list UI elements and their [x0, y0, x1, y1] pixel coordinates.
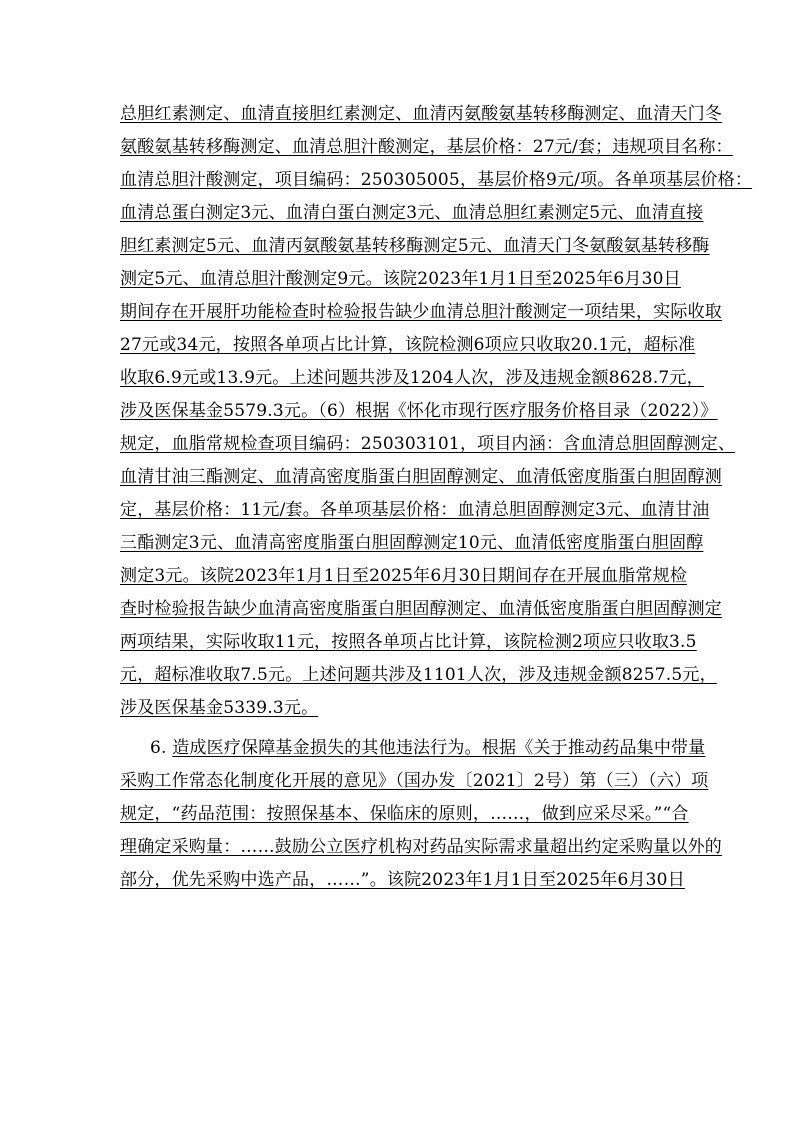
text-line-10: 涉及医保基金5579.3元。（6）根据《怀化市现行医疗服务价格目录（2022）》: [120, 401, 718, 421]
text-line-13: 定，基层价格：11元/套。各单项基层价格：血清总胆固醇测定3元、血清甘油: [120, 500, 710, 520]
paragraph-number: 6.: [150, 738, 173, 758]
text-line-19: 涉及医保基金5339.3元。: [120, 698, 319, 718]
text-line-15: 测定3元。该院2023年1月1日至2025年6月30日期间存在开展血脂常规检: [120, 566, 688, 586]
text-line-7: 期间存在开展肝功能检查时检验报告缺少血清总胆汁酸测定一项结果，实际收取: [120, 302, 722, 322]
text-line-11: 规定，血脂常规检查项目编码：250303101，项目内涵：含血清总胆固醇测定、: [120, 434, 736, 454]
text-line-4: 血清总蛋白测定3元、血清白蛋白测定3元、血清总胆红素测定5元、血清直接: [120, 203, 704, 223]
text-line-16: 查时检验报告缺少血清高密度脂蛋白胆固醇测定、血清低密度脂蛋白胆固醇测定: [120, 599, 722, 619]
text-line-3: 血清总胆汁酸测定，项目编码：250305005，基层价格9元/项。各单项基层价格：: [120, 170, 753, 190]
paragraph-6-line-2: 采购工作常态化制度化开展的意见》（国办发〔2021〕2号）第（三）（六）项: [120, 771, 709, 791]
text-line-14: 三酯测定3元、血清高密度脂蛋白胆固醇测定10元、血清低密度脂蛋白胆固醇: [120, 533, 704, 553]
paragraph-6-line-1: 造成医疗保障基金损失的其他违法行为。根据《关于推动药品集中带量: [172, 738, 706, 758]
paragraph-6-line-3: 规定，“药品范围：按照保基本、保临床的原则，……，做到应采尽采。”“合: [120, 804, 689, 824]
text-line-17: 两项结果，实际收取11元，按照各单项占比计算，该院检测2项应只收取3.5: [120, 632, 697, 652]
text-line-5: 胆红素测定5元、血清丙氨酸氨基转移酶测定5元、血清天门冬氨酸氨基转移酶: [120, 236, 710, 256]
paragraph-6-first-line: [150, 737, 706, 759]
paragraph-6-line-5: 部分，优先采购中选产品，……”。该院2023年1月1日至2025年6月30日: [120, 870, 685, 890]
text-line-18: 元，超标准收取7.5元。上述问题共涉及1101人次，涉及违规金额8257.5元，: [120, 665, 717, 685]
paragraph-6-line-4: 理确定采购量：……鼓励公立医疗机构对药品实际需求量超出约定采购量以外的: [120, 837, 722, 857]
text-line-6: 测定5元、血清总胆汁酸测定9元。该院2023年1月1日至2025年6月30日: [120, 269, 681, 289]
text-line-2: 氨酸氨基转移酶测定、血清总胆汁酸测定，基层价格：27元/套；违规项目名称：: [120, 137, 733, 157]
text-line-1: 总胆红素测定、血清直接胆红素测定、血清丙氨酸氨基转移酶测定、血清天门冬: [120, 104, 722, 124]
text-line-8: 27元或34元，按照各单项占比计算，该院检测6项应只收取20.1元，超标准: [120, 335, 696, 355]
text-line-12: 血清甘油三酯测定、血清高密度脂蛋白胆固醇测定、血清低密度脂蛋白胆固醇测: [120, 467, 722, 487]
text-line-9: 收取6.9元或13.9元。上述问题共涉及1204人次，涉及违规金额8628.7元，: [120, 368, 704, 388]
